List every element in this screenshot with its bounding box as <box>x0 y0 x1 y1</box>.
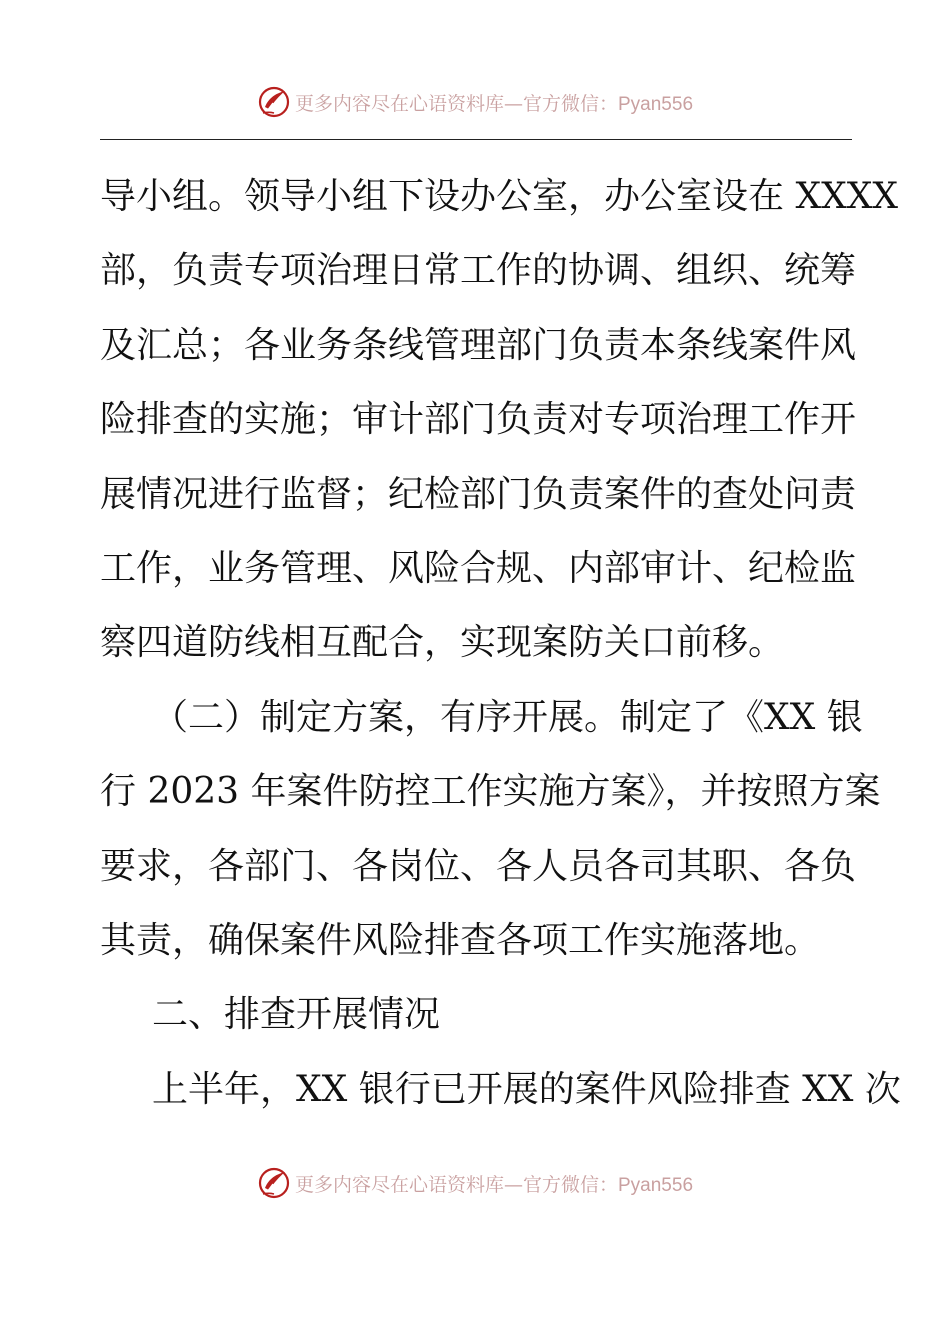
header-note-text: 更多内容尽在心语资料库— <box>294 92 523 115</box>
quill-logo-icon <box>257 85 291 119</box>
header-wechat <box>523 89 693 116</box>
body-line: 导小组。领导小组下设办公室，办公室设在 XXXX <box>100 176 898 217</box>
footer-watermark <box>0 1163 950 1203</box>
header-wechat-label: 官方微信： <box>522 92 618 115</box>
footer-note-text: 更多内容尽在心语资料库— <box>294 1173 523 1196</box>
footer-wechat-handle: Pyan556 <box>618 1174 694 1196</box>
footer-wechat <box>523 1170 693 1197</box>
document-body <box>100 160 901 1127</box>
body-line: 部，负责专项治理日常工作的协调、组织、统筹 <box>100 250 857 292</box>
body-line: 险排查的实施；审计部门负责对专项治理工作开 <box>100 399 857 441</box>
body-line: 要求，各部门、各岗位、各人员各司其职、各负 <box>100 845 857 887</box>
header-divider <box>100 139 852 140</box>
body-line: 及汇总；各业务条线管理部门负责本条线案件风 <box>100 324 857 366</box>
header-wechat-handle: Pyan556 <box>618 93 694 115</box>
body-line: 其责，确保案件风险排查各项工作实施落地。 <box>100 919 821 961</box>
section-heading-line: （二）制定方案，有序开展。制定了《XX 银 <box>152 696 863 738</box>
body-line: 上半年，XX 银行已开展的案件风险排查 XX 次 <box>152 1068 901 1110</box>
header-watermark <box>0 82 950 122</box>
body-line: 展情况进行监督；纪检部门负责案件的查处问责 <box>100 473 857 515</box>
quill-logo-icon <box>257 1166 291 1200</box>
body-line: 工作，业务管理、风险合规、内部审计、纪检监 <box>100 547 857 589</box>
section-title: 二、排查开展情况 <box>152 994 441 1036</box>
body-line: 察四道防线相互配合，实现案防关口前移。 <box>100 622 785 664</box>
footer-wechat-label: 官方微信： <box>522 1173 618 1196</box>
body-line: 行 2023 年案件防控工作实施方案》，并按照方案 <box>100 771 881 813</box>
